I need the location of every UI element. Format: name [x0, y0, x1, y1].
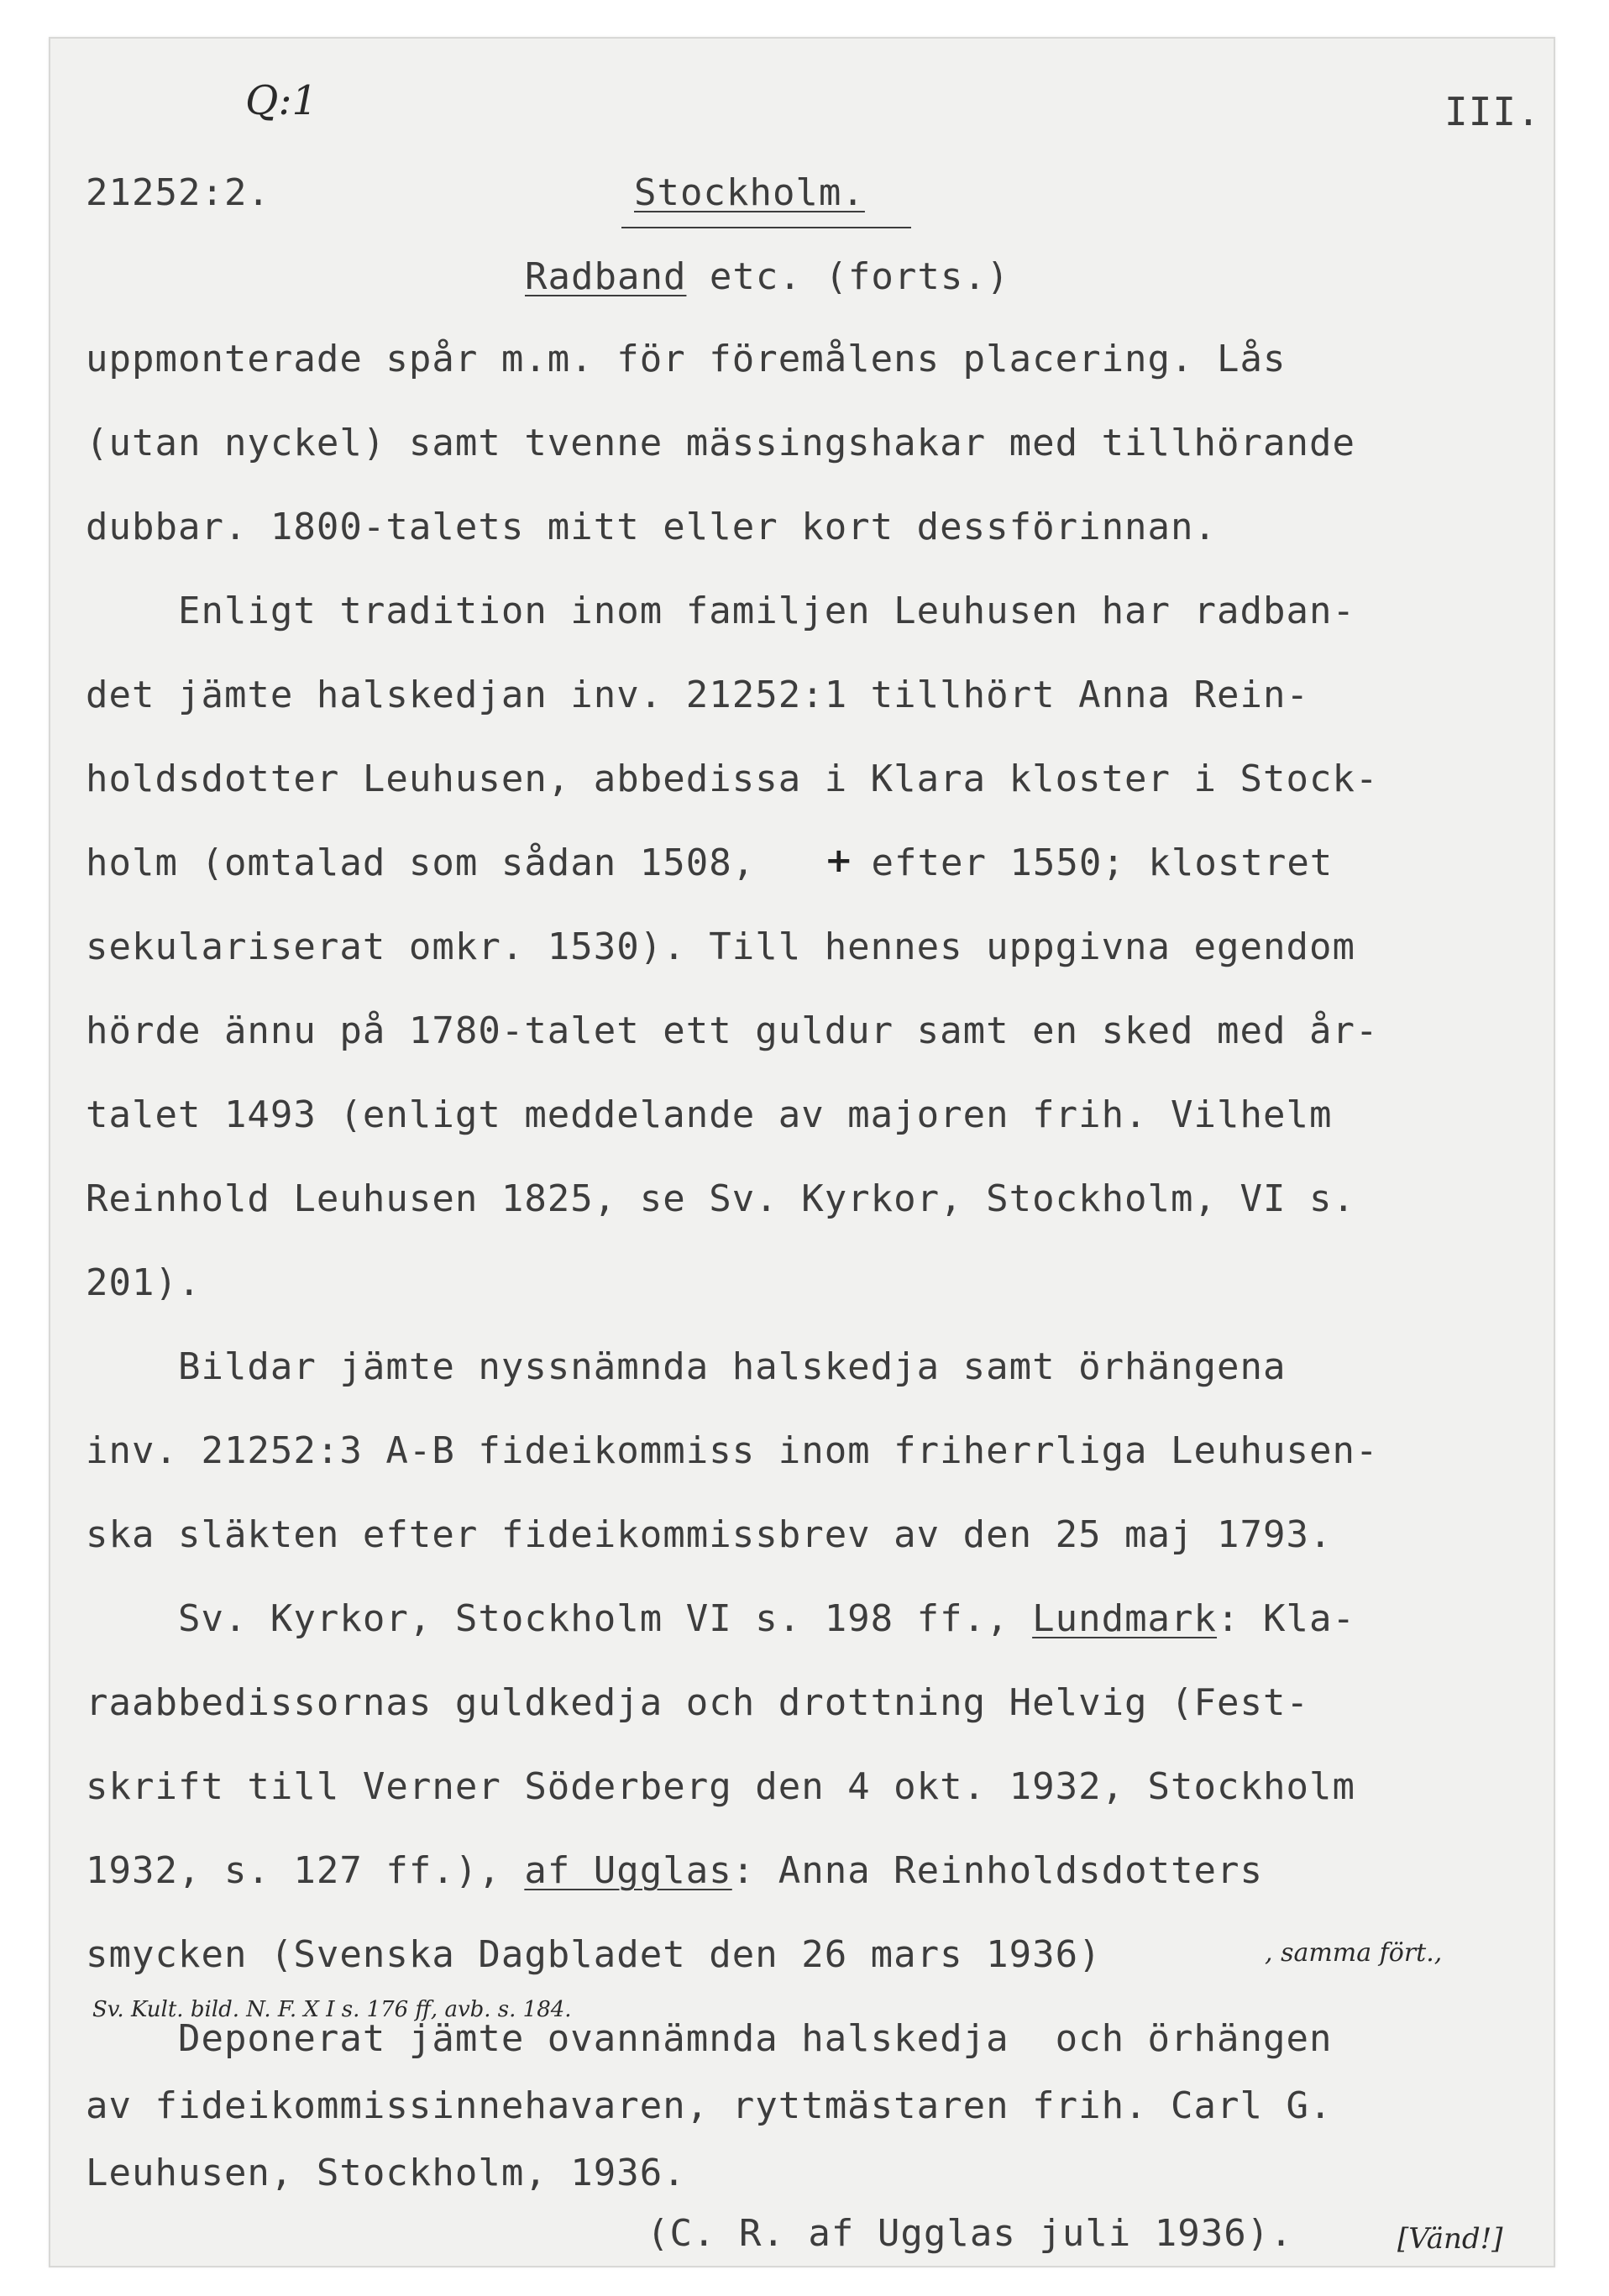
body-line: ska släkten efter fideikommissbrev av den 25 maj 1793. [86, 1513, 1333, 1556]
body-text: 1932, s. 127 ff.), [86, 1849, 525, 1892]
body-line: skrift till Verner Söderberg den 4 okt. 1932, Stockholm [86, 1765, 1355, 1808]
body-line: av fideikommissinnehavaren, ryttmästaren frih. Carl G. [86, 2084, 1333, 2127]
title-rule [621, 227, 911, 228]
card-subtitle [525, 255, 1009, 298]
body-line: efter 1550; klostret [848, 841, 1334, 884]
body-line: holdsdotter Leuhusen, abbedissa i Klara kloster i Stock- [86, 757, 1379, 800]
body-line: uppmonterade spår m.m. för föremålens placering. Lås [86, 338, 1287, 380]
author-lundmark: Lundmark [1032, 1597, 1218, 1640]
death-cross-symbol: + [825, 841, 853, 880]
handwritten-note-samma-fort: , samma fört., [1265, 1938, 1443, 1968]
body-line: (utan nyckel) samt tvenne mässingshakar med tillhörande [86, 422, 1355, 464]
body-line: Enligt tradition inom familjen Leuhusen har radban- [86, 590, 1355, 632]
body-line-with-author [86, 1849, 1263, 1892]
subtitle-underlined: Radband [525, 255, 687, 298]
body-line: Deponerat jämte ovannämnda halskedja och örhängen [86, 2017, 1333, 2060]
card-title: Stockholm. [634, 171, 865, 214]
body-text: : Anna Reinholdsdotters [731, 1849, 1264, 1892]
author-af-ugglas: af Ugglas [524, 1849, 732, 1892]
body-line: Bildar jämte nyssnämnda halskedja samt örhängena [86, 1345, 1287, 1388]
body-line: inv. 21252:3 A-B fideikommiss inom friherrliga Leuhusen- [86, 1429, 1379, 1472]
body-text: : Kla- [1217, 1597, 1355, 1640]
handwritten-note-vand: [Vänd!] [1397, 2222, 1503, 2256]
signature-line: (C. R. af Ugglas juli 1936). [647, 2212, 1293, 2255]
handwritten-note-sv-kult: Sv. Kult. bild. N. F. X I s. 176 ff, avb. s. 184. [92, 1997, 572, 2022]
handwritten-id: Q:1 [245, 77, 318, 124]
body-line: Reinhold Leuhusen 1825, se Sv. Kyrkor, Stockholm, VI s. [86, 1177, 1355, 1220]
body-line: hörde ännu på 1780-talet ett guldur samt en sked med år- [86, 1009, 1379, 1052]
body-line-with-author [86, 1597, 1355, 1640]
inventory-number: 21252:2. [86, 171, 270, 214]
body-line: det jämte halskedjan inv. 21252:1 tillhört Anna Rein- [86, 674, 1309, 716]
catalog-card [49, 37, 1555, 2267]
body-line: raabbedissornas guldkedja och drottning Helvig (Fest- [86, 1681, 1309, 1724]
body-line: holm (omtalad som sådan 1508, [86, 841, 756, 884]
body-line: 201). [86, 1261, 202, 1304]
body-line: talet 1493 (enligt meddelande av majoren frih. Vilhelm [86, 1093, 1333, 1136]
body-text: Sv. Kyrkor, Stockholm VI s. 198 ff., [86, 1597, 1033, 1640]
body-line: dubbar. 1800-talets mitt eller kort dessförinnan. [86, 506, 1218, 548]
body-line: smycken (Svenska Dagbladet den 26 mars 1936) [86, 1933, 1102, 1976]
body-line: sekulariserat omkr. 1530). Till hennes uppgivna egendom [86, 925, 1355, 968]
body-line: Leuhusen, Stockholm, 1936. [86, 2152, 686, 2194]
page-number: III. [1444, 89, 1541, 134]
subtitle-rest: etc. (forts.) [686, 255, 1010, 298]
